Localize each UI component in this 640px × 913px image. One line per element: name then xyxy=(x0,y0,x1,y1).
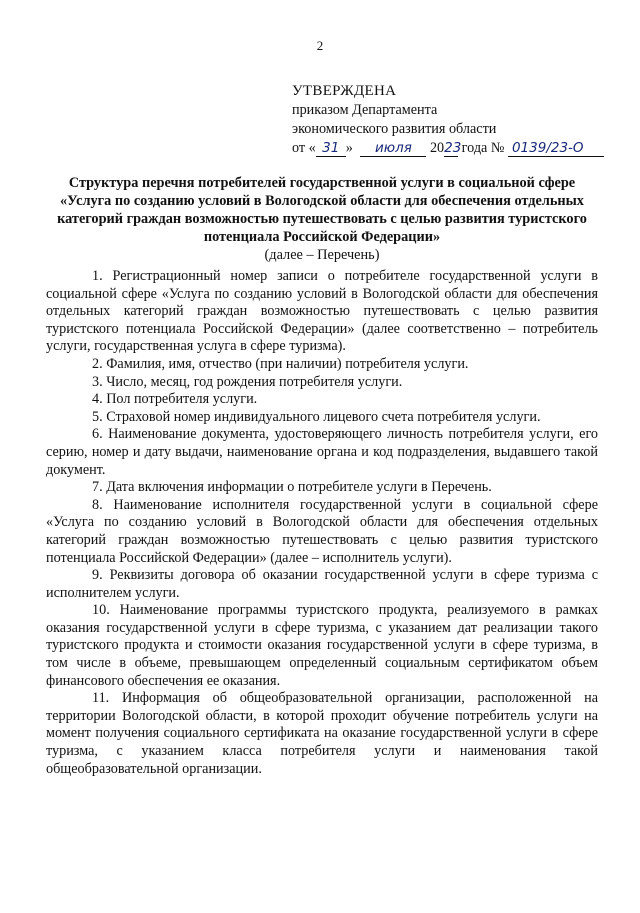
list-item: 11. Информация об общеобразовательной организации, расположенной на территории Вологодской области, в которой проходит обучение потребитель услуги на момент получения социального сертификата на оказание государственной услуги в сфере туризма, с указанием класса потребителя услуги и наименования такой общеобразовательной организации. xyxy=(46,690,598,777)
list-item: 6. Наименование документа, удостоверяющего личность потребителя услуги, его серию, номер и дату выдачи, наименование органа и код подразделения, выдавшего такой документ. xyxy=(46,426,598,478)
list-item: 8. Наименование исполнителя государственной услуги в социальной сфере «Услуга по созданию условий в Вологодской области для обеспечения отдельных категорий граждан возможностью путешествовать с целью развития туристского потенциала Российской Федерации» (далее – исполнитель услуги). xyxy=(46,496,598,566)
list-item: 5. Страховой номер индивидуального лицевого счета потребителя услуги. xyxy=(92,408,541,425)
list-item: 3. Число, месяц, год рождения потребителя услуги. xyxy=(92,373,403,390)
handwritten-year: 23 xyxy=(444,140,462,156)
approval-line-2: экономического развития области xyxy=(292,121,497,137)
date-prefix: от « xyxy=(292,140,316,156)
date-mid: » xyxy=(345,140,353,156)
list-item: 9. Реквизиты договора об оказании государственной услуги в сфере туризма с исполнителем услуги. xyxy=(46,567,598,601)
approval-date-line xyxy=(292,139,622,158)
list-item: 10. Наименование программы туристского продукта, реализуемого в рамках оказания государственной услуги в сфере туризма, с указанием дат реализации такого туристского продукта и стоимости оказания государственной услуги в сфере туризма, в том числе в объеме, превышающем определенный социальным сертификатом объем финансового обеспечения ее оказания. xyxy=(46,602,598,689)
approval-heading: УТВЕРЖДЕНА xyxy=(292,83,397,99)
handwritten-day: 31 xyxy=(316,141,346,157)
document-body xyxy=(46,268,598,778)
year-prefix: 20 xyxy=(429,140,445,156)
approval-line-1: приказом Департамента xyxy=(292,102,438,118)
list-item: 4. Пол потребителя услуги. xyxy=(92,391,258,408)
handwritten-month: июля xyxy=(360,141,426,157)
document-title xyxy=(46,174,598,264)
list-item: 7. Дата включения информации о потребителе услуги в Перечень. xyxy=(92,479,492,496)
approval-block xyxy=(292,82,622,158)
handwritten-order-number: 0139/23-О xyxy=(508,141,604,157)
number-label: года № xyxy=(461,140,505,156)
title-sub: (далее – Перечень) xyxy=(264,247,380,263)
title-main: Структура перечня потребителей государственной услуги в социальной сфере «Услуга по созданию условий в Вологодской области для обеспечения отдельных категорий граждан возможностью путешествовать с целью развития туристского потенциала Российской Федерации» xyxy=(57,175,587,245)
list-item: 2. Фамилия, имя, отчество (при наличии) потребителя услуги. xyxy=(92,355,469,372)
list-item: 1. Регистрационный номер записи о потребителе государственной услуги в социальной сфере «Услуга по созданию условий в Вологодской области для обеспечения отдельных категорий граждан возможностью путешествовать с целью развития туристского потенциала Российской Федерации» (далее соответственно – потребитель услуги, государственная услуга в сфере туризма). xyxy=(46,268,598,355)
page-number: 2 xyxy=(316,38,324,53)
